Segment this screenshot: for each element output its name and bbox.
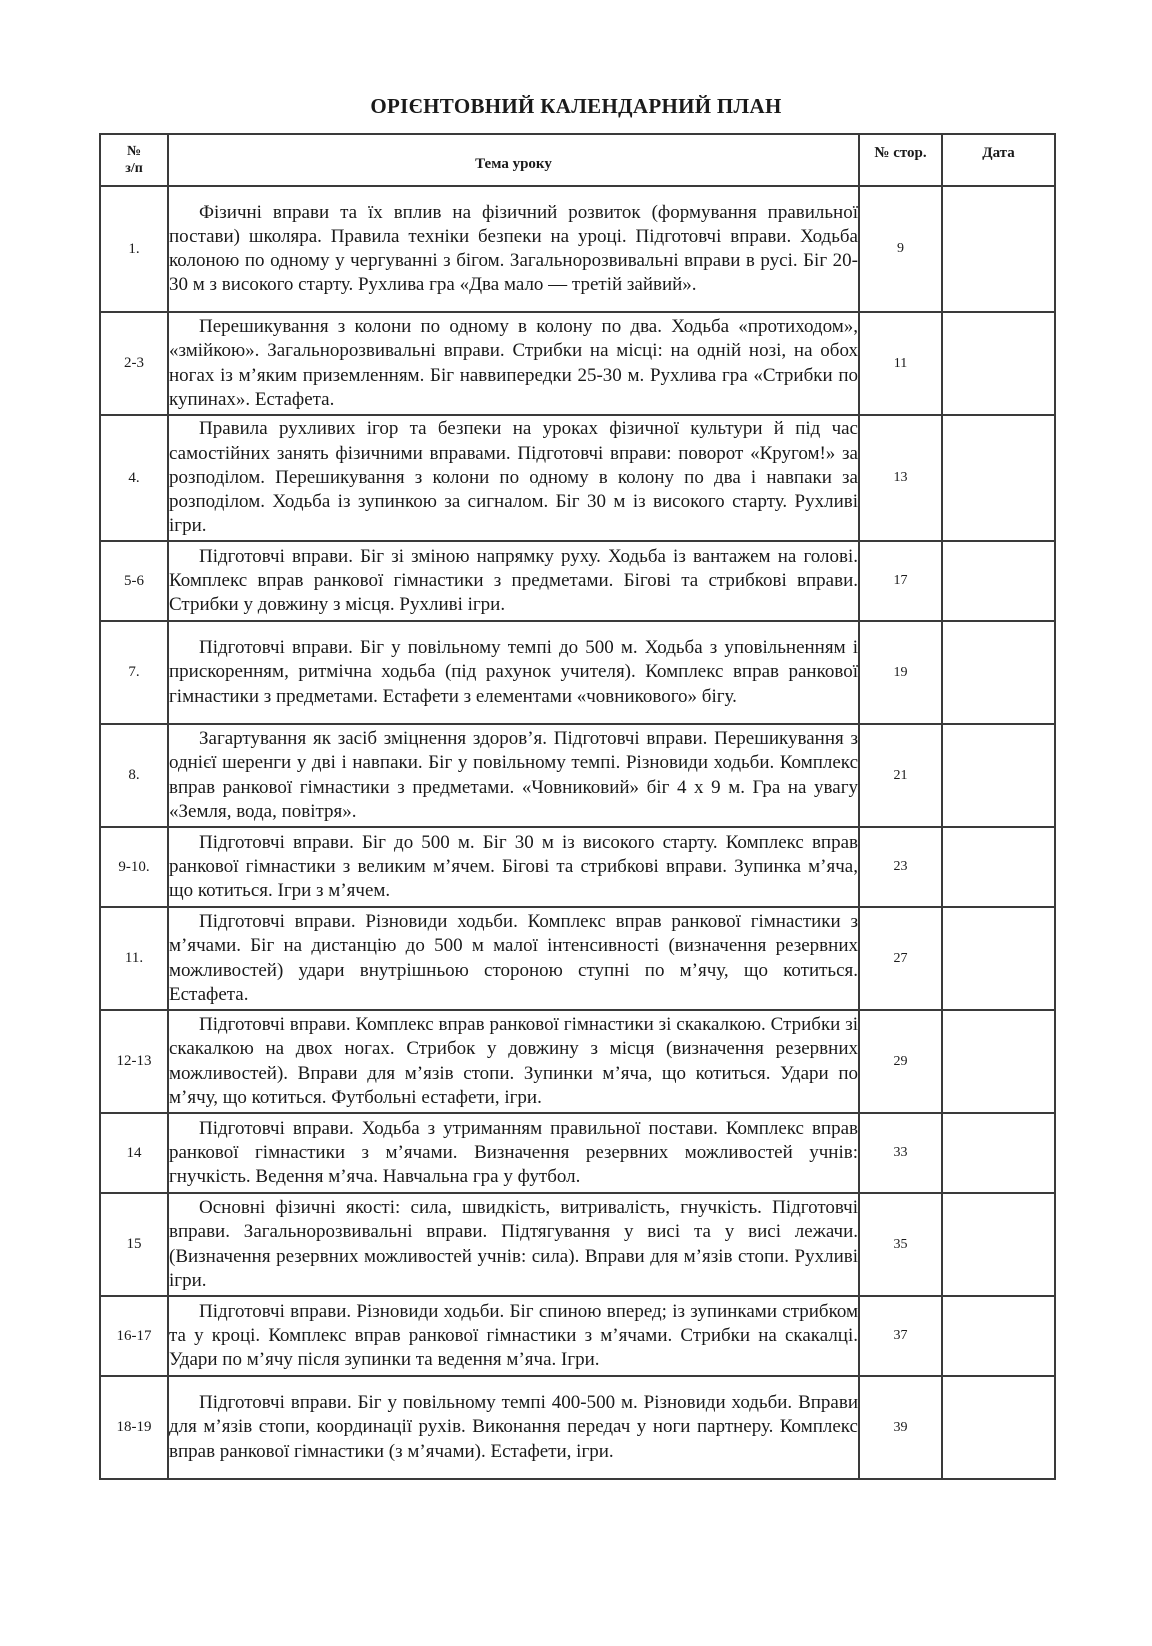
page-number: 13 — [859, 415, 942, 541]
lesson-date — [942, 312, 1055, 415]
lesson-topic: Підготовчі вправи. Ходьба з утриманням правильної постави. Комплекс вправ ранкової гімнастики з м’ячами. Визначення резервних можливостей учнів: гнучкість. Ведення м’яча. Навчальна гра у футбол. — [168, 1113, 859, 1193]
table-row — [100, 1113, 1055, 1193]
table-row — [100, 415, 1055, 541]
lesson-number: 18-19 — [100, 1376, 168, 1479]
lesson-number: 12-13 — [100, 1010, 168, 1113]
lesson-date — [942, 827, 1055, 907]
header-page: № стор. — [859, 134, 942, 186]
page-number: 27 — [859, 907, 942, 1010]
page-number: 23 — [859, 827, 942, 907]
table-row — [100, 1296, 1055, 1376]
table-row — [100, 541, 1055, 621]
table-row — [100, 186, 1055, 312]
lesson-topic: Підготовчі вправи. Біг у повільному темпі 400-500 м. Різновиди ходьби. Вправи для м’язів стопи, координації рухів. Виконання передач у ноги партнеру. Комплекс вправ ранкової гімнастики (з м’ячами). Естафети, ігри. — [168, 1376, 859, 1479]
table-row — [100, 724, 1055, 827]
table-row — [100, 1193, 1055, 1296]
calendar-plan-table — [99, 133, 1056, 1480]
page-title: ОРІЄНТОВНИЙ КАЛЕНДАРНИЙ ПЛАН — [370, 94, 782, 118]
page-number: 29 — [859, 1010, 942, 1113]
header-date: Дата — [942, 134, 1055, 186]
table-header-row — [100, 134, 1055, 186]
lesson-topic: Підготовчі вправи. Різновиди ходьби. Біг спиною вперед; із зупинками стрибком та у кроці. Комплекс вправ ранкової гімнастики з м’ячами. Стрибки на скакалці. Удари по м’ячу після зупинки та ведення м’яча. Ігри. — [168, 1296, 859, 1376]
lesson-topic: Перешикування з колони по одному в колону по два. Ходьба «протиходом», «змійкою». Загальнорозвивальні вправи. Стрибки на місці: на одній нозі, на обох ногах із м’яким приземленням. Біг наввипередки 25-30 м. Рухлива гра «Стрибки по купинах». Естафета. — [168, 312, 859, 415]
page-number: 19 — [859, 621, 942, 724]
page-number: 39 — [859, 1376, 942, 1479]
lesson-number: 14 — [100, 1113, 168, 1193]
lesson-number: 16-17 — [100, 1296, 168, 1376]
header-number — [100, 134, 168, 186]
page-number: 33 — [859, 1113, 942, 1193]
page-number: 21 — [859, 724, 942, 827]
lesson-date — [942, 415, 1055, 541]
page-number: 11 — [859, 312, 942, 415]
lesson-number: 4. — [100, 415, 168, 541]
lesson-date — [942, 1113, 1055, 1193]
page-number: 9 — [859, 186, 942, 312]
header-topic: Тема уроку — [168, 134, 859, 186]
table-row — [100, 827, 1055, 907]
lesson-number: 8. — [100, 724, 168, 827]
lesson-topic: Правила рухливих ігор та безпеки на уроках фізичної культури й під час самостійних занять фізичними вправами. Підготовчі вправи: поворот «Кругом!» за розподілом. Перешикування з колони по одному в колону по два і навпаки за розподілом. Ходьба із зупинкою за сигналом. Біг 30 м із високого старту. Рухливі ігри. — [168, 415, 859, 541]
lesson-date — [942, 1193, 1055, 1296]
lesson-number: 1. — [100, 186, 168, 312]
lesson-number: 9-10. — [100, 827, 168, 907]
lesson-date — [942, 1376, 1055, 1479]
lesson-topic: Фізичні вправи та їх вплив на фізичний розвиток (формування правильної постави) школяра. Правила техніки безпеки на уроці. Підготовчі вправи. Ходьба колоною по одному у чергуванні з бігом. Загальнорозвивальні вправи в русі. Біг 20-30 м з високого старту. Рухлива гра «Два мало — третій зайвий». — [168, 186, 859, 312]
lesson-date — [942, 1010, 1055, 1113]
lesson-number: 15 — [100, 1193, 168, 1296]
table-row — [100, 1376, 1055, 1479]
table-row — [100, 1010, 1055, 1113]
table-row — [100, 907, 1055, 1010]
lesson-topic: Підготовчі вправи. Різновиди ходьби. Комплекс вправ ранкової гімнастики з м’ячами. Біг на дистанцію до 500 м малої інтенсивності (визначення резервних можливостей) удари внутрішньою стороною ступні по м’ячу, що котиться. Естафета. — [168, 907, 859, 1010]
lesson-date — [942, 186, 1055, 312]
table-row — [100, 312, 1055, 415]
lesson-date — [942, 907, 1055, 1010]
page-number: 35 — [859, 1193, 942, 1296]
lesson-topic: Підготовчі вправи. Біг до 500 м. Біг 30 м із високого старту. Комплекс вправ ранкової гімнастики з великим м’ячем. Бігові та стрибкові вправи. Зупинка м’яча, що котиться. Ігри з м’ячем. — [168, 827, 859, 907]
lesson-date — [942, 541, 1055, 621]
lesson-number: 5-6 — [100, 541, 168, 621]
table-body — [100, 186, 1055, 1479]
lesson-number: 2-3 — [100, 312, 168, 415]
page-number: 17 — [859, 541, 942, 621]
lesson-date — [942, 724, 1055, 827]
lesson-topic: Підготовчі вправи. Біг зі зміною напрямку руху. Ходьба із вантажем на голові. Комплекс вправ ранкової гімнастики з предметами. Бігові та стрибкові вправи. Стрибки у довжину з місця. Рухливі ігри. — [168, 541, 859, 621]
header-number-symbol: № — [126, 144, 142, 159]
lesson-number: 7. — [100, 621, 168, 724]
lesson-date — [942, 1296, 1055, 1376]
lesson-topic: Загартування як засіб зміцнення здоров’я. Підготовчі вправи. Перешикування з однієї шеренги у дві і навпаки. Біг у повільному темпі. Різновиди ходьби. Комплекс вправ ранкової гімнастики з предметами. «Човниковий» біг 4 х 9 м. Гра на увагу «Земля, вода, повітря». — [168, 724, 859, 827]
lesson-number: 11. — [100, 907, 168, 1010]
page-number: 37 — [859, 1296, 942, 1376]
lesson-topic: Основні фізичні якості: сила, швидкість, витривалість, гнучкість. Підготовчі вправи. Загальнорозвивальні вправи. Підтягування у висі та у висі лежачи. (Визначення резервних можливостей учнів: сила). Вправи для м’язів стопи. Рухливі ігри. — [168, 1193, 859, 1296]
lesson-date — [942, 621, 1055, 724]
table-row — [100, 621, 1055, 724]
header-number-abbr: з/п — [125, 161, 143, 176]
lesson-topic: Підготовчі вправи. Комплекс вправ ранкової гімнастики зі скакалкою. Стрибки зі скакалкою на двох ногах. Стрибок у довжину з місця (визначення резервних можливостей). Вправи для м’язів стопи. Зупинки м’яча, що котиться. Удари по м’ячу, що котиться. Футбольні естафети, ігри. — [168, 1010, 859, 1113]
lesson-topic: Підготовчі вправи. Біг у повільному темпі до 500 м. Ходьба з уповільненням і прискоренням, ритмічна ходьба (під рахунок учителя). Комплекс вправ ранкової гімнастики з предметами. Естафети з елементами «човникового» бігу. — [168, 621, 859, 724]
